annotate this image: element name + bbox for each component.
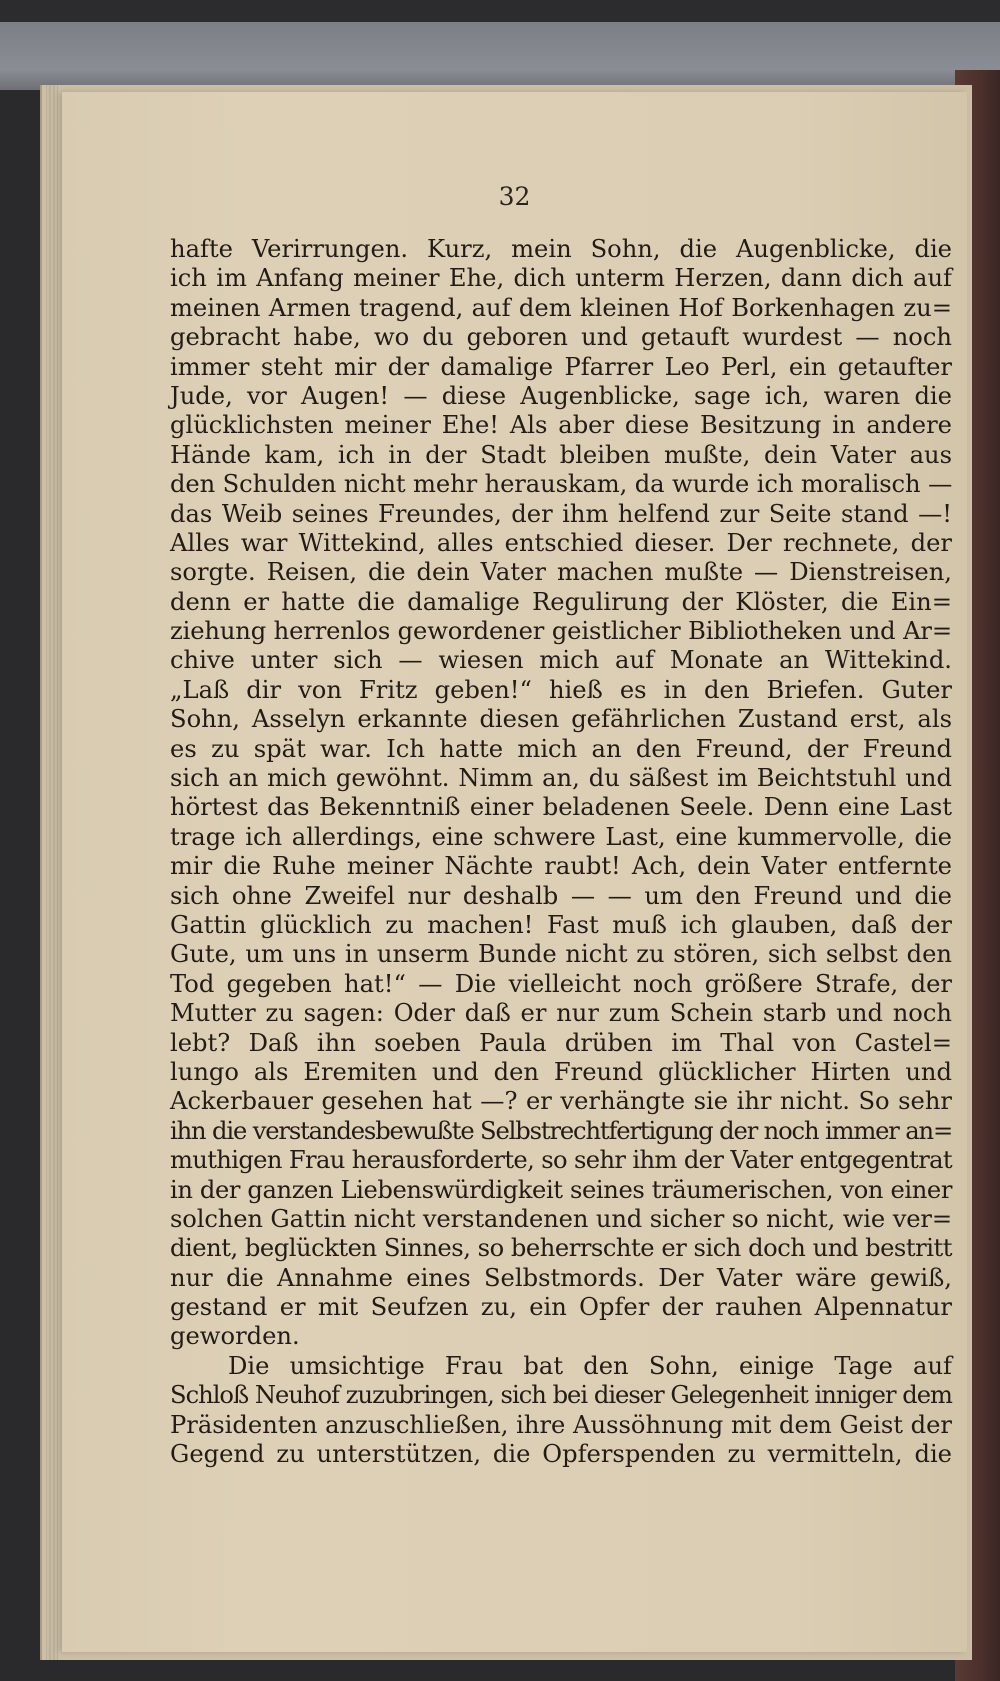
text-line: lebt? Daß ihn soeben Paula drüben im Thal von Castel= — [170, 1028, 952, 1057]
text-line: Die umsichtige Frau bat den Sohn, einige Tage auf — [228, 1351, 952, 1380]
text-line: muthigen Frau herausforderte, so sehr ihm der Vater entgegentrat — [170, 1146, 952, 1175]
text-line: Tod gegeben hat!“ — Die vielleicht noch größere Strafe, der — [170, 969, 952, 998]
text-line: Präsidenten anzuschließen, ihre Aussöhnung mit dem Geist der — [170, 1410, 952, 1439]
text-line: den Schulden nicht mehr herauskam, da wurde ich moralisch — — [170, 470, 953, 499]
background-dark-top — [0, 0, 1000, 22]
text-line: das Weib seines Freundes, der ihm helfend zur Seite stand —! — [170, 499, 952, 528]
text-line: geworden. — [170, 1322, 300, 1351]
text-line: glücklichsten meiner Ehe! Als aber diese Besitzung in andere — [170, 411, 952, 440]
text-line: gestand er mit Seufzen zu, ein Opfer der rauhen Alpennatur — [170, 1293, 952, 1322]
text-line: dient, beglückten Sinnes, so beherrschte er sich doch und bestritt — [170, 1234, 952, 1263]
text-line: lungo als Eremiten und den Freund glücklicher Hirten und — [170, 1057, 952, 1086]
text-line: meinen Armen tragend, auf dem kleinen Hof Borkenhagen zu= — [170, 293, 952, 322]
text-line: in der ganzen Liebenswürdigkeit seines träumerischen, von einer — [170, 1175, 952, 1204]
text-line: Gegend zu unterstützen, die Opferspenden zu vermitteln, die — [170, 1440, 952, 1469]
text-line: trage ich allerdings, eine schwere Last, eine kummervolle, die — [170, 822, 952, 851]
text-line: Jude, vor Augen! — diese Augenblicke, sage ich, waren die — [170, 381, 952, 410]
body-text — [170, 235, 952, 1469]
text-line: Hände kam, ich in der Stadt bleiben mußte, dein Vater aus — [170, 440, 952, 469]
text-line: mir die Ruhe meiner Nächte raubt! Ach, dein Vater entfernte — [170, 852, 952, 881]
text-line: sich ohne Zweifel nur deshalb — — um den Freund und die — [170, 881, 952, 910]
text-line: Sohn, Asselyn erkannte diesen gefährlichen Zustand erst, als — [170, 705, 952, 734]
text-line: Gute, um uns in unserm Bunde nicht zu stören, sich selbst den — [170, 940, 952, 969]
text-line: Alles war Wittekind, alles entschied dieser. Der rechnete, der — [170, 528, 952, 557]
text-line: ich im Anfang meiner Ehe, dich unterm Herzen, dann dich auf — [170, 264, 952, 293]
text-line: chive unter sich — wiesen mich auf Monate an Wittekind. — [170, 646, 952, 675]
text-line: sorgte. Reisen, die dein Vater machen mußte — Dienstreisen, — [170, 558, 952, 587]
text-line: Schloß Neuhof zuzubringen, sich bei dieser Gelegenheit inniger dem — [170, 1381, 952, 1410]
text-line: hörtest das Bekenntniß einer beladenen Seele. Denn eine Last — [170, 793, 952, 822]
text-line: Mutter zu sagen: Oder daß er nur zum Schein starb und noch — [170, 999, 952, 1028]
text-line: Gattin glücklich zu machen! Fast muß ich glauben, daß der — [170, 910, 952, 939]
text-line: sich an mich gewöhnt. Nimm an, du säßest im Beichtstuhl und — [170, 764, 952, 793]
text-line: Ackerbauer gesehen hat —? er verhängte sie ihr nicht. So sehr — [170, 1087, 952, 1116]
text-line: immer steht mir der damalige Pfarrer Leo Perl, ein getaufter — [170, 352, 952, 381]
text-line: hafte Verirrungen. Kurz, mein Sohn, die Augenblicke, die — [170, 235, 952, 263]
text-line: „Laß dir von Fritz geben!“ hieß es in den Briefen. Guter — [170, 675, 952, 704]
text-line: solchen Gattin nicht verstandenen und sicher so nicht, wie ver= — [170, 1204, 952, 1233]
text-line: ziehung herrenlos gewordener geistlicher Bibliotheken und Ar= — [170, 617, 952, 646]
text-line: es zu spät war. Ich hatte mich an den Freund, der Freund — [170, 734, 952, 763]
text-line: denn er hatte die damalige Regulirung der Klöster, die Ein= — [170, 587, 952, 616]
page-number: 32 — [498, 182, 531, 211]
book-page — [62, 92, 967, 1652]
text-line: gebracht habe, wo du geboren und getauft wurdest — noch — [170, 323, 952, 352]
text-line: ihn die verstandesbewußte Selbstrechtfertigung der noch immer an= — [170, 1116, 953, 1145]
background-gray-board — [0, 22, 1000, 90]
text-line: nur die Annahme eines Selbstmords. Der Vater wäre gewiß, — [170, 1263, 952, 1292]
